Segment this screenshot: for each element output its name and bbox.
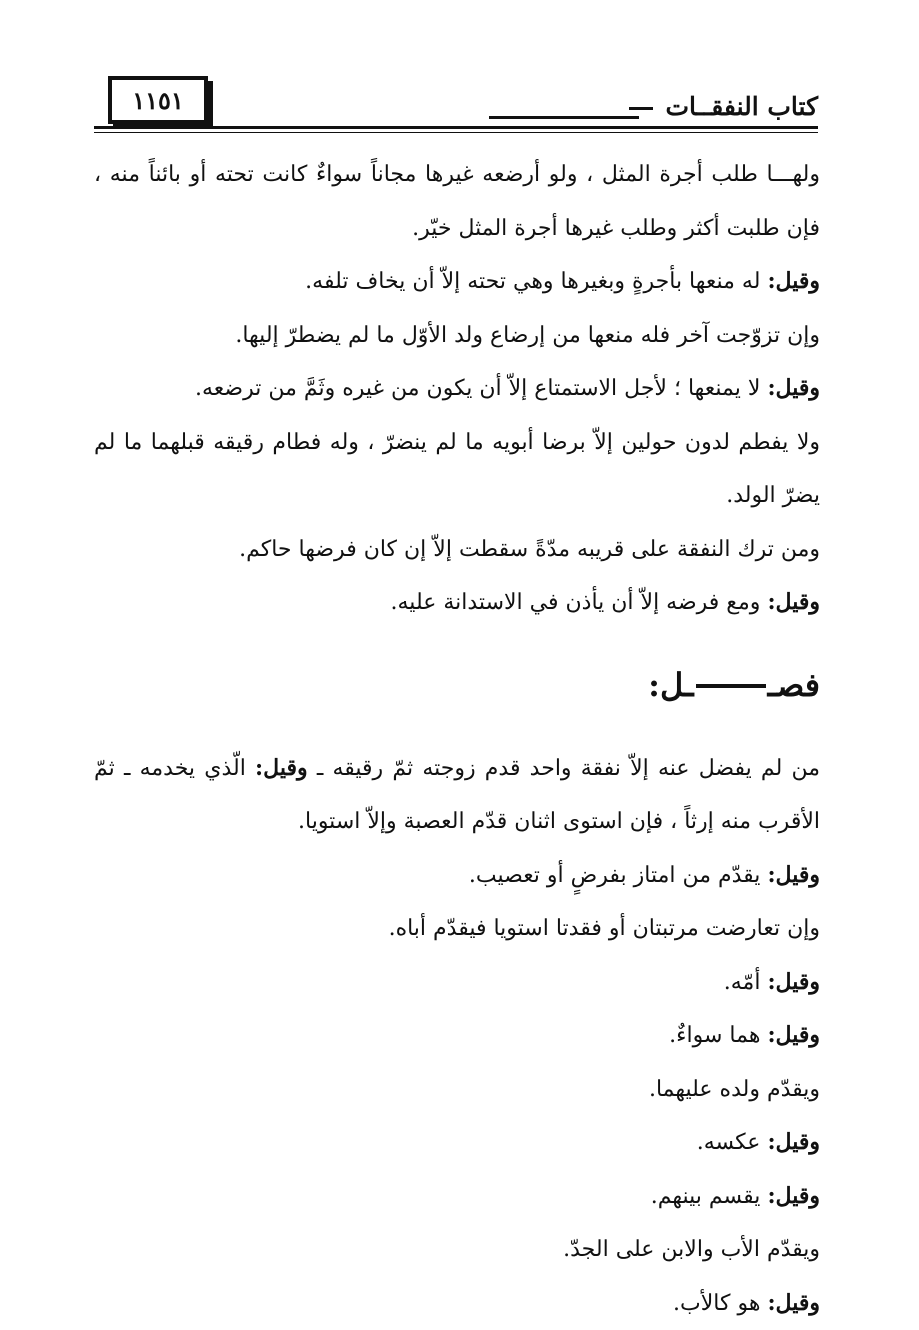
text-line: ومن ترك النفقة على قريبه مدّةً سقطت إلاّ إن كان فرضها حاكم. <box>94 523 820 577</box>
section-heading-end: ـل: <box>648 659 693 712</box>
keyword-qila: وقيل: <box>767 1290 820 1316</box>
section-heading <box>94 630 820 742</box>
text-line: ولهـــا طلب أجرة المثل ، ولو أرضعه غيرها مجاناً سواءٌ كانت تحته أو بائناً منه ، <box>94 148 820 202</box>
keyword-qila: وقيل: <box>767 589 820 615</box>
keyword-qila: وقيل: <box>767 862 820 888</box>
text-line: وقيل: يقدّم من امتاز بفرضٍ أو تعصيب. <box>94 849 820 903</box>
header-rule-thick <box>94 126 818 129</box>
chapter-title-text: كتاب النفقــات <box>665 92 818 121</box>
text-line: وقيل: أمّه. <box>94 956 820 1010</box>
text-line: من لم يفضل عنه إلاّ نفقة واحد قدم زوجته ثمّ رقيقه ـ وقيل: الّذي يخدمه ـ ثمّ <box>94 742 820 796</box>
chapter-title <box>629 92 818 121</box>
keyword-qila: وقيل: <box>767 1129 820 1155</box>
page-header <box>94 72 818 134</box>
keyword-qila: وقيل: <box>767 1022 820 1048</box>
text-line: الأقرب منه إرثاً ، فإن استوى اثنان قدّم العصبة وإلاّ استويا. <box>94 795 820 849</box>
text-line: وقيل: يقسم بينهم. <box>94 1170 820 1224</box>
keyword-qila: وقيل: <box>767 969 820 995</box>
text-line: وقيل: عكسه. <box>94 1116 820 1170</box>
text-line: وقيل: هما سواءٌ. <box>94 1009 820 1063</box>
header-rule-thin <box>94 132 818 133</box>
keyword-qila: وقيل: <box>767 1183 820 1209</box>
body-text <box>94 148 820 1330</box>
text-line: وقيل: لا يمنعها ؛ لأجل الاستمتاع إلاّ أن يكون من غيره وثَمَّ من ترضعه. <box>94 362 820 416</box>
text-line: ويقدّم ولده عليهما. <box>94 1063 820 1117</box>
text-line: ويقدّم الأب والابن على الجدّ. <box>94 1223 820 1277</box>
text-line: ولا يفطم لدون حولين إلاّ برضا أبويه ما لم ينضرّ ، وله فطام رقيقه قبلهما ما لم <box>94 416 820 470</box>
text-line: وقيل: هو كالأب. <box>94 1277 820 1330</box>
heading-kashida <box>696 684 766 688</box>
keyword-qila: وقيل: <box>255 755 308 781</box>
header-dash-line <box>489 116 639 119</box>
text-line: وقيل: له منعها بأجرةٍ وبغيرها وهي تحته إلاّ أن يخاف تلفه. <box>94 255 820 309</box>
text-line: وإن تعارضت مرتبتان أو فقدتا استويا فيقدّم أباه. <box>94 902 820 956</box>
text-line: وقيل: ومع فرضه إلاّ أن يأذن في الاستدانة عليه. <box>94 576 820 630</box>
keyword-qila: وقيل: <box>767 268 820 294</box>
page-number-box <box>108 76 208 124</box>
page-number: ١١٥١ <box>132 86 184 115</box>
text-line: وإن تزوّجت آخر فله منعها من إرضاع ولد الأوّل ما لم يضطرّ إليها. <box>94 309 820 363</box>
text-line: يضرّ الولد. <box>94 469 820 523</box>
keyword-qila: وقيل: <box>767 375 820 401</box>
text-line: فإن طلبت أكثر وطلب غيرها أجرة المثل خيّر. <box>94 202 820 256</box>
section-heading-start: فصـ <box>768 659 820 712</box>
